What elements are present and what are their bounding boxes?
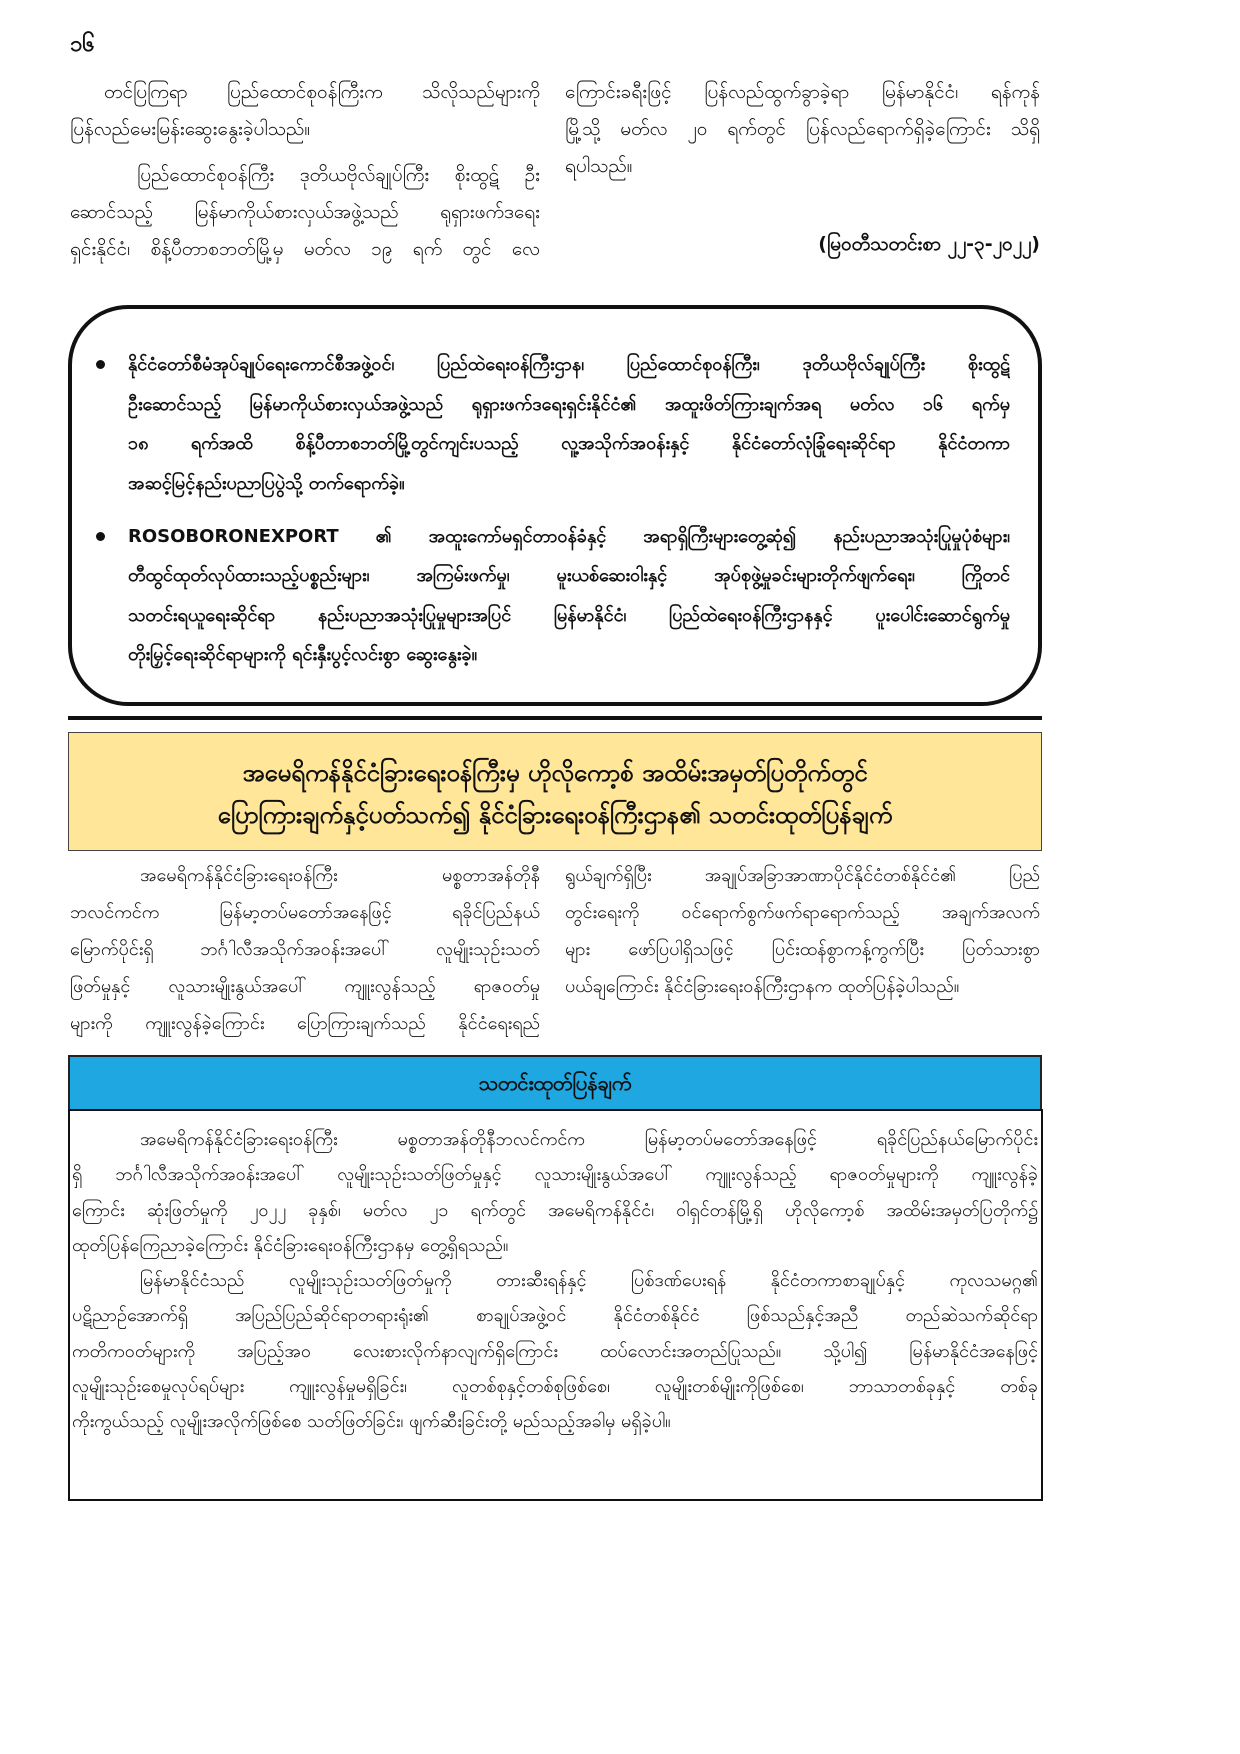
- text-line: အမေရိကန်နိုင်ငံခြားရေးဝန်ကြီး မစ္စတာအန်တိုနီဘလင်ကင်က မြန်မာ့တပ်မတော်အနေဖြင့် ရခိုင်ပြည်နယ်မြောက်ပိုင်း: [140, 1129, 1038, 1150]
- text-line: ဖြတ်မှုနှင့် လူသားမျိုးနွယ်အပေါ် ကျူးလွန်သည့် ရာဇဝတ်မှု: [70, 976, 540, 997]
- bullet-list: [128, 345, 1010, 675]
- banner-title-line: အမေရိကန်နိုင်ငံခြားရေးဝန်ကြီးမှ ဟိုလိုကော့စ် အထိမ်းအမှတ်ပြတိုက်တွင်: [242, 759, 868, 787]
- page-number: ၁၆: [70, 32, 95, 57]
- text-line: တီထွင်ထုတ်လုပ်ထားသည့်ပစ္စည်းများ၊ အကြမ်းဖက်မှု၊ မူးယစ်ဆေးဝါးနှင့် အုပ်စုဖွဲ့မှုခင်းများတိုက်ဖျက်ရေး၊ ကြိုတင်: [128, 565, 1010, 586]
- paragraph: [565, 74, 1040, 185]
- press-release-header: သတင်းထုတ်ပြန်ချက်: [68, 1055, 1042, 1111]
- text-line: ဦးဆောင်သည့် မြန်မာကိုယ်စားလှယ်အဖွဲ့သည် ရုရှားဖက်ဒရေးရှင်းနိုင်ငံ၏ အထူးဖိတ်ကြားချက်အရ မတ်လ ၁၆ ရက်မှ: [128, 393, 1010, 415]
- text-line: ရှင်းနိုင်ငံ၊ စိန့်ပီတာစဘတ်မြို့မှ မတ်လ ၁၉ ရက် တွင် လေ: [70, 238, 540, 260]
- text-line: ပြည်ထောင်စုဝန်ကြီး ဒုတိယဗိုလ်ချုပ်ကြီး စိုးထွဋ် ဦး: [137, 164, 540, 186]
- paragraph: [70, 74, 540, 148]
- summary-right-column: [565, 857, 1040, 1005]
- text-line: မြန်မာနိုင်ငံသည် လူမျိုးသုဉ်းသတ်ဖြတ်မှုကို တားဆီးရန်နှင့် ပြစ်ဒဏ်ပေးရန် နိုင်ငံတကာစာချုပ်နှင့် ကုလသမဂ္ဂ၏: [140, 1270, 1038, 1291]
- bullet-item: [128, 517, 1010, 675]
- bullet-icon: [96, 532, 105, 541]
- text-line: ထုတ်ပြန်ကြေညာခဲ့ကြောင်း နိုင်ငံခြားရေးဝန်ကြီးဌာနမှ တွေ့ရှိရသည်။: [72, 1234, 509, 1256]
- top-article-left-column: [70, 74, 540, 268]
- paragraph: [70, 157, 540, 268]
- banner-title-line: ပြောကြားချက်နှင့်ပတ်သက်၍ နိုင်ငံခြားရေးဝန်ကြီးဌာန၏ သတင်းထုတ်ပြန်ချက်: [217, 801, 893, 829]
- text-line: တိုးမြှင့်ရေးဆိုင်ရာများကို ရင်းနှီးပွင့်လင်းစွာ ဆွေးနွေးခဲ့။: [128, 644, 478, 665]
- text-line: တင်ပြကြရာ ပြည်ထောင်စုဝန်ကြီးက သိလိုသည်များကို: [104, 81, 540, 103]
- text-line: ကတိကဝတ်များကို အပြည့်အဝ လေးစားလိုက်နာလျက်ရှိကြောင်း ထပ်လောင်းအတည်ပြုသည်။ သို့ပါ၍ မြန်မာနိုင်ငံအနေဖြင့်: [72, 1340, 1038, 1362]
- text-line: ပဋိညာဉ်အောက်ရှိ အပြည်ပြည်ဆိုင်ရာတရားရုံး၏ စာချုပ်အဖွဲ့ဝင် နိုင်ငံတစ်နိုင်ငံ ဖြစ်သည်နှင့်အညီ တည်ဆဲသက်ဆိုင်ရာ: [72, 1305, 1038, 1327]
- source-citation: (မြဝတီသတင်းစာ ၂၂-၃-၂၀၂၂): [818, 233, 1040, 255]
- text-line: မြို့သို့ မတ်လ ၂၀ ရက်တွင် ပြန်လည်ရောက်ရှိခဲ့ကြောင်း သိရှိ: [565, 118, 1040, 140]
- text-line: အမေရိကန်နိုင်ငံခြားရေးဝန်ကြီး မစ္စတာအန်တိုနီ: [140, 865, 540, 886]
- text-line: ရှိ ဘင်္ဂါလီအသိုက်အဝန်းအပေါ် လူမျိုးသုဉ်းသတ်ဖြတ်မှုနှင့် လူသားမျိုးနွယ်အပေါ် ကျူးလွန်သည့် ရာဇဝတ်မှုများကို ကျူးလွန်ခဲ့: [72, 1164, 1038, 1186]
- paragraph: [72, 1263, 1038, 1439]
- text-line: ကြောင်းခရီးဖြင့် ပြန်လည်ထွက်ခွာခဲ့ရာ မြန်မာနိုင်ငံ၊ ရန်ကုန်: [565, 81, 1040, 103]
- press-release-box: [68, 1109, 1043, 1501]
- paragraph: [72, 1122, 1038, 1263]
- text-line: တွင်းရေးကို ဝင်ရောက်စွက်ဖက်ရာရောက်သည့် အချက်အလက်: [565, 902, 1040, 923]
- summary-left-column: [70, 857, 540, 1042]
- text-line: ဘလင်ကင်က မြန်မာ့တပ်မတော်အနေဖြင့် ရခိုင်ပြည်နယ်: [70, 902, 540, 923]
- press-release-body: [72, 1122, 1038, 1439]
- top-article-right-column: [565, 74, 1040, 185]
- statement-banner: [68, 732, 1042, 851]
- text-line: အဆင့်မြင့်နည်းပညာပြပွဲသို့ တက်ရောက်ခဲ့။: [128, 472, 405, 494]
- text-line: ကိုးကွယ်သည့် လူမျိုးအလိုက်ဖြစ်စေ သတ်ဖြတ်ခြင်း၊ ဖျက်ဆီးခြင်းတို့ မည်သည့်အခါမှ မရှိခဲ့ပါ။: [72, 1411, 671, 1432]
- text-line: လူမျိုးသုဉ်းစေမှုလုပ်ရပ်များ ကျူးလွန်မှုမရှိခြင်း၊ လူတစ်စုနှင့်တစ်စုဖြစ်စေ၊ လူမျိုးတစ်မျိုးကိုဖြစ်စေ၊ ဘာသာတစ်ခုနှင့် တစ်ခု: [72, 1375, 1038, 1397]
- text-line: ပြန်လည်မေးမြန်းဆွေးနွေးခဲ့ပါသည်။: [70, 118, 311, 140]
- highlights-box: [68, 305, 1042, 706]
- text-line: မြောက်ပိုင်းရှိ ဘင်္ဂါလီအသိုက်အဝန်းအပေါ် လူမျိုးသုဉ်းသတ်: [70, 939, 540, 960]
- text-line: နိုင်ငံတော်စီမံအုပ်ချုပ်ရေးကောင်စီအဖွဲ့ဝင်၊ ပြည်ထဲရေးဝန်ကြီးဌာန၊ ပြည်ထောင်စုဝန်ကြီး၊ ဒုတိယဗိုလ်ချုပ်ကြီး စိုးထွဋ်: [128, 354, 1010, 375]
- text-line: ဆောင်သည့် မြန်မာကိုယ်စားလှယ်အဖွဲ့သည် ရုရှားဖက်ဒရေး: [70, 201, 540, 223]
- section-divider: [68, 716, 1042, 720]
- text-line: ၁၈ ရက်အထိ စိန့်ပီတာစဘတ်မြို့တွင်ကျင်းပသည့် လူ့အသိုက်အဝန်းနှင့် နိုင်ငံတော်လုံခြုံရေးဆိုင်ရာ နိုင်ငံတကာ: [128, 433, 1010, 454]
- text-line: ROSOBORONEXPORT ၏ အထူးကော်မရှင်တာဝန်ခံနှင့် အရာရှိကြီးများတွေ့ဆုံ၍ နည်းပညာအသုံးပြုမှုပုံစံများ၊: [128, 525, 1010, 547]
- text-line: ပယ်ချကြောင်း နိုင်ငံခြားရေးဝန်ကြီးဌာနက ထုတ်ပြန်ခဲ့ပါသည်။: [565, 976, 960, 997]
- text-line: ကြောင်း ဆုံးဖြတ်မှုကို ၂၀၂၂ ခုနှစ်၊ မတ်လ ၂၁ ရက်တွင် အမေရိကန်နိုင်ငံ၊ ဝါရှင်တန်မြို့ရှိ ဟိုလိုကော့စ် အထိမ်းအမှတ်ပြတိုက်၌: [72, 1199, 1038, 1221]
- text-line: ရွယ်ချက်ရှိပြီး အချုပ်အခြာအာဏာပိုင်နိုင်ငံတစ်နိုင်ငံ၏ ပြည်: [565, 865, 1040, 886]
- text-line: သတင်းရယူရေးဆိုင်ရာ နည်းပညာအသုံးပြုမှုများအပြင် မြန်မာနိုင်ငံ၊ ပြည်ထဲရေးဝန်ကြီးဌာနနှင့် ပူးပေါင်းဆောင်ရွက်မှု: [128, 604, 1010, 626]
- text-line: များကို ကျူးလွန်ခဲ့ကြောင်း ပြောကြားချက်သည် နိုင်ငံရေးရည်: [70, 1013, 540, 1034]
- text-line: ရပါသည်။: [565, 155, 633, 177]
- bullet-item: [128, 345, 1010, 503]
- text-line: များ ဖော်ပြပါရှိသဖြင့် ပြင်းထန်စွာကန့်ကွက်ပြီး ပြတ်သားစွာ: [565, 939, 1040, 960]
- bullet-icon: [96, 360, 105, 369]
